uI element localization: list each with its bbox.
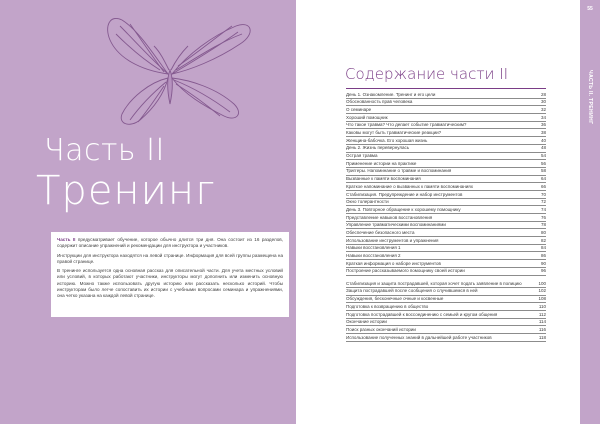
toc-row-title: Применение истории на практике bbox=[346, 160, 417, 166]
toc-row-page: 78 bbox=[540, 222, 546, 228]
toc-row[interactable] bbox=[346, 326, 546, 334]
toc-row[interactable] bbox=[346, 214, 546, 222]
toc-row-page: 96 bbox=[540, 268, 546, 274]
toc-row-page: 72 bbox=[540, 199, 546, 205]
toc-row[interactable] bbox=[346, 145, 546, 153]
toc-row[interactable] bbox=[346, 319, 546, 327]
toc-row-page: 66 bbox=[540, 183, 546, 189]
toc-row-title: Использование инструментов и упражнения bbox=[346, 237, 439, 243]
toc-row-page: 28 bbox=[540, 91, 546, 97]
toc-row-title: Обоснованность прав человека bbox=[346, 99, 413, 105]
toc-row-page: 90 bbox=[540, 260, 546, 266]
toc-row-page: 74 bbox=[540, 206, 546, 212]
toc-list bbox=[346, 91, 546, 342]
toc-row-page: 82 bbox=[540, 237, 546, 243]
part-title: Часть II bbox=[44, 133, 165, 168]
toc-row-title: Стабилизация. Предупреждение и набор инструментов bbox=[346, 191, 463, 197]
toc-row-title: Что такое травма? Что делает событие травматическим? bbox=[346, 122, 467, 128]
toc-row-page: 116 bbox=[538, 326, 546, 332]
toc-row-page: 38 bbox=[540, 130, 546, 136]
side-label: ЧАСТЬ II. ТРЕНИНГ bbox=[587, 70, 593, 125]
toc-row-title: Защита пострадавшей после сообщения о случившемся в ней bbox=[346, 288, 478, 294]
toc-row-title: Триггеры. Напоминание о травме и воспоминания bbox=[346, 168, 452, 174]
toc-row-page: 36 bbox=[540, 122, 546, 128]
toc-row-page: 76 bbox=[540, 214, 546, 220]
toc-row-title: Поиск разных окончаний истории bbox=[346, 326, 416, 332]
left-page bbox=[0, 0, 296, 424]
toc-row-page: 110 bbox=[538, 303, 546, 309]
intro-paragraph-2: Инструкции для инструктора находятся на левой странице. Информация для всей группы размещена на правой странице. bbox=[57, 252, 283, 264]
intro-paragraph-1 bbox=[57, 237, 283, 250]
toc-row-title: Обеспечение безопасного места bbox=[346, 229, 415, 235]
toc-row-title: Женщина-бабочка. Его хорошая жизнь bbox=[346, 137, 428, 143]
toc-row[interactable] bbox=[346, 303, 546, 311]
toc-row-title: Вызванные к памяти воспоминания bbox=[346, 176, 421, 182]
toc-row-page: 100 bbox=[538, 280, 546, 286]
toc-row-page: 108 bbox=[538, 296, 546, 302]
toc-row-page: 70 bbox=[540, 191, 546, 197]
toc-row-page: 80 bbox=[540, 229, 546, 235]
side-tab bbox=[580, 0, 600, 424]
toc-row-page: 54 bbox=[540, 153, 546, 159]
toc-row-title: Острая травма bbox=[346, 153, 378, 159]
toc-row[interactable] bbox=[346, 129, 546, 137]
toc-row-title: Навыки восстановления 1 bbox=[346, 245, 401, 251]
toc-row[interactable] bbox=[346, 252, 546, 260]
toc-row-title: Краткая информация о наборе инструментов bbox=[346, 260, 441, 266]
toc-row[interactable] bbox=[346, 237, 546, 245]
toc-row[interactable] bbox=[346, 168, 546, 176]
intro-paragraph-3: В тренинге используется одна основная рассказ для описательной части. Для учета местных условий или условий, в которых работают участники, инструкторы могут дополнить или изменить основную историю. Можно также использовать другую историю или рассказать несколько историй. Чтобы инструкторам было легче сопоставить их истории с учебными вопросами семинара и упражнениями, она четко указана на каждой левой странице. bbox=[57, 268, 283, 299]
toc-row-title: Построение рассказываемого помощнику своей истории bbox=[346, 268, 465, 274]
toc-row[interactable] bbox=[346, 99, 546, 107]
toc-row-title: Использование полученных знаний в дальнейшей работе участников bbox=[346, 334, 492, 340]
toc-row[interactable] bbox=[346, 153, 546, 161]
toc-title-rule bbox=[346, 88, 546, 89]
toc-row-title: День 1. Ознакомление. Тренинг и его цели bbox=[346, 91, 436, 97]
toc-row-page: 118 bbox=[538, 334, 546, 340]
toc-row-page: 114 bbox=[538, 319, 546, 325]
toc-row[interactable] bbox=[346, 91, 546, 99]
toc-row-page: 32 bbox=[540, 106, 546, 112]
toc-row[interactable] bbox=[346, 106, 546, 114]
page-number: 55 bbox=[587, 6, 593, 12]
toc-row[interactable] bbox=[346, 183, 546, 191]
intro-box bbox=[51, 232, 289, 317]
toc-row-page: 40 bbox=[540, 137, 546, 143]
toc-row[interactable] bbox=[346, 268, 546, 276]
toc-row[interactable] bbox=[346, 114, 546, 122]
toc-row-page: 84 bbox=[540, 245, 546, 251]
toc-row-title: День 2. Жизнь перевернулась bbox=[346, 145, 410, 151]
toc-row[interactable] bbox=[346, 176, 546, 184]
toc-row-page: 58 bbox=[540, 168, 546, 174]
toc-row-title: Окно толерантности bbox=[346, 199, 389, 205]
toc-row[interactable] bbox=[346, 288, 546, 296]
toc-row[interactable] bbox=[346, 222, 546, 230]
toc-row[interactable] bbox=[346, 122, 546, 130]
part-subtitle: Тренинг bbox=[36, 168, 216, 214]
toc-row-title: Каковы могут быть травматические реакции? bbox=[346, 130, 442, 136]
toc-row[interactable] bbox=[346, 245, 546, 253]
toc-row-title: Подготовка пострадавшей к воссоединению с семьей и кругом общения bbox=[346, 311, 498, 317]
toc-row-title: Подготовка к возвращению в общество bbox=[346, 303, 429, 309]
toc-row[interactable] bbox=[346, 276, 546, 288]
toc-row[interactable] bbox=[346, 229, 546, 237]
toc-row-title: Хороший помощник bbox=[346, 114, 388, 120]
toc-row[interactable] bbox=[346, 160, 546, 168]
toc-row-page: 102 bbox=[538, 288, 546, 294]
toc-row-title: Краткое напоминание о вызванных к памяти воспоминаниях bbox=[346, 183, 473, 189]
toc-row-title: Навыки восстановления 2 bbox=[346, 253, 401, 259]
toc-row[interactable] bbox=[346, 296, 546, 304]
toc-row[interactable] bbox=[346, 334, 546, 342]
toc-row[interactable] bbox=[346, 311, 546, 319]
toc-row-page: 86 bbox=[540, 253, 546, 259]
toc-row-page: 48 bbox=[540, 145, 546, 151]
toc-row-title: Окончание истории bbox=[346, 319, 387, 325]
toc-title: Содержание части II bbox=[345, 65, 509, 83]
intro-text-1: предусматривает обучение, которое обычно длится три дня. Она состоит из 16 разделов, содержит описание упражнений и рекомендации для инструктора и участников. bbox=[57, 237, 283, 249]
toc-row-page: 64 bbox=[540, 176, 546, 182]
toc-row-page: 112 bbox=[538, 311, 546, 317]
toc-row-title: Управление травматическими воспоминаниями bbox=[346, 222, 446, 228]
toc-row-title: О семинаре bbox=[346, 106, 372, 112]
toc-row[interactable] bbox=[346, 199, 546, 207]
toc-row-page: 34 bbox=[540, 114, 546, 120]
toc-row-title: Обсуждения, бесконечные очные и косвенные bbox=[346, 296, 444, 302]
toc-row[interactable] bbox=[346, 191, 546, 199]
toc-row-page: 30 bbox=[540, 99, 546, 105]
toc-row-title: Стабилизация и защита пострадавшей, которая хочет подать заявление в полицию bbox=[346, 280, 522, 286]
toc-row[interactable] bbox=[346, 260, 546, 268]
toc-row[interactable] bbox=[346, 137, 546, 145]
toc-row-title: День 3. Повторное обращение к хорошему помощнику bbox=[346, 206, 461, 212]
toc-row-page: 56 bbox=[540, 160, 546, 166]
toc-row-title: Представление навыков восстановления bbox=[346, 214, 433, 220]
toc-row[interactable] bbox=[346, 206, 546, 214]
intro-lead: Часть II bbox=[57, 237, 76, 242]
